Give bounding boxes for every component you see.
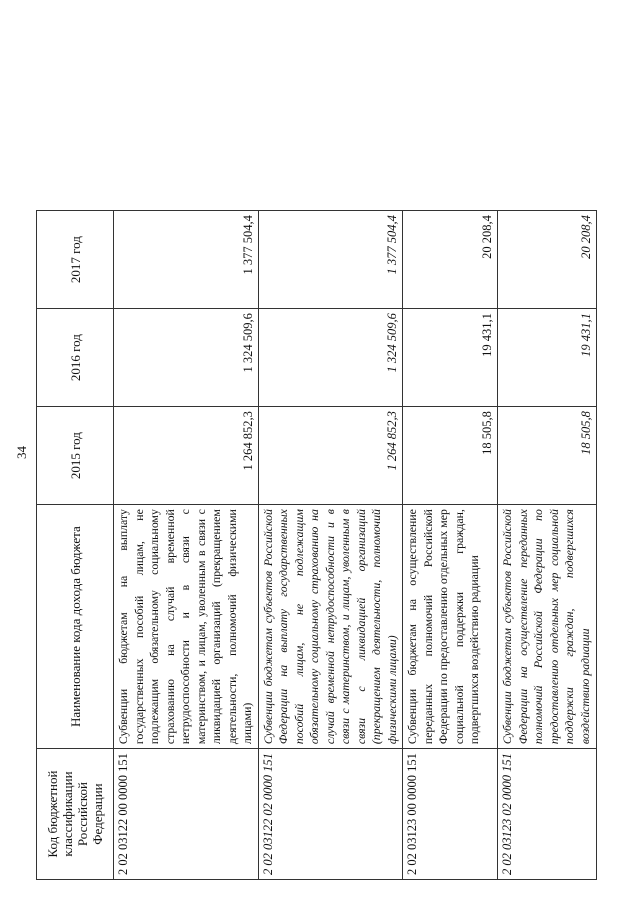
header-2017: 2017 год: [37, 211, 114, 309]
header-name: Наименование кода дохода бюджета: [37, 505, 114, 749]
page-number: 34: [14, 446, 29, 459]
cell-2017: 1 377 504,4: [114, 211, 259, 309]
cell-code: 2 02 03122 00 0000 151: [114, 749, 259, 880]
table-row: [403, 211, 498, 880]
cell-name: Субвенции бюджетам на осуществление переданных полномочий Российской Федерации по предоставлению отдельных мер социальной поддержки граждан, подвергшихся воздействию радиации: [403, 505, 498, 749]
cell-code: 2 02 03123 00 0000 151: [403, 749, 498, 880]
cell-name: Субвенции бюджетам субъектов Российской Федерации на осуществление переданных полномочий Российской Федерации по предоставлению отдельных мер социальной поддержки граждан, подвергшихся воздействию радиации: [498, 505, 597, 749]
cell-2017: 20 208,4: [498, 211, 597, 309]
table-row: [258, 211, 403, 880]
budget-table: [36, 210, 597, 880]
cell-2015: 1 264 852,3: [114, 407, 259, 505]
cell-code: 2 02 03122 02 0000 151: [258, 749, 403, 880]
cell-2016: 19 431,1: [403, 309, 498, 407]
cell-name: Субвенции бюджетам субъектов Российской Федерации на выплату государственных пособий лицам, не подлежащим обязательному социальному страхованию на случай временной нетрудоспособности и в связи с материнством, и лицам, уволенным в связи с ликвидацией организаций (прекращением деятельности, полномочий физическими лицами): [258, 505, 403, 749]
table-row: [498, 211, 597, 880]
cell-2017: 1 377 504,4: [258, 211, 403, 309]
cell-2016: 19 431,1: [498, 309, 597, 407]
header-code: Код бюджетной классификации Российской Федерации: [37, 749, 114, 880]
cell-code: 2 02 03123 02 0000 151: [498, 749, 597, 880]
table-row: [114, 211, 259, 880]
cell-2017: 20 208,4: [403, 211, 498, 309]
header-2016: 2016 год: [37, 309, 114, 407]
header-2015: 2015 год: [37, 407, 114, 505]
cell-2015: 1 264 852,3: [258, 407, 403, 505]
table-header-row: [37, 211, 114, 880]
cell-name: Субвенции бюджетам на выплату государственных пособий лицам, не подлежащим обязательному социальному страхованию на случай временной нетрудоспособности и в связи с материнством, и лицам, уволенным в связи с ликвидацией организаций (прекращением деятельности, полномочий физическими лицами): [114, 505, 259, 749]
cell-2016: 1 324 509,6: [258, 309, 403, 407]
cell-2015: 18 505,8: [498, 407, 597, 505]
cell-2016: 1 324 509,6: [114, 309, 259, 407]
cell-2015: 18 505,8: [403, 407, 498, 505]
